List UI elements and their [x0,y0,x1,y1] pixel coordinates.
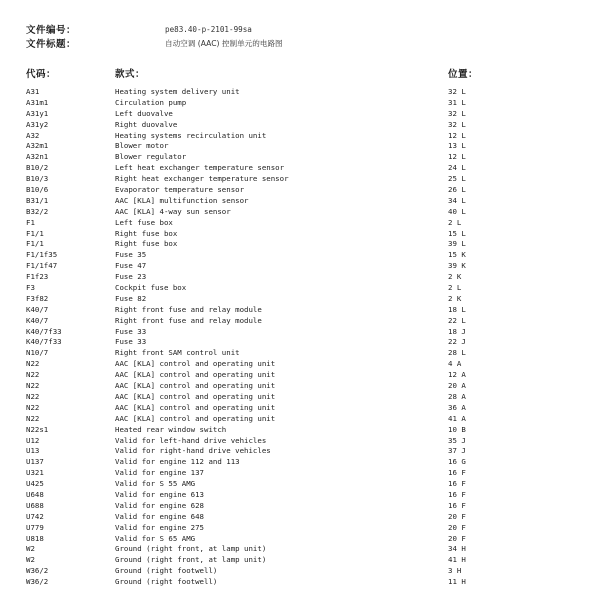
row-position: 11 H [448,577,466,587]
row-code: N22 [26,370,40,380]
row-code: B31/1 [26,195,49,205]
row-position: 22 L [448,315,466,325]
table-row [26,479,586,490]
row-code: N10/7 [26,348,49,358]
row-code: U742 [26,511,44,521]
row-position: 2 L [448,217,462,227]
row-description: Fuse 35 [115,250,147,260]
row-description: Evaporator temperature sensor [115,185,245,195]
row-description: Valid for right-hand drive vehicles [115,446,271,456]
row-code: K40/7 [26,304,49,314]
table-row [26,512,586,523]
document-number-row [26,22,566,36]
row-description: Ground (right front, at lamp unit) [115,555,267,565]
column-header-code: 代码： [26,69,57,80]
row-position: 39 K [448,261,466,271]
table-row [26,337,586,348]
row-position: 16 G [448,457,466,467]
table-row [26,425,586,436]
table-row [26,196,586,207]
row-description: Cockpit fuse box [115,283,187,293]
row-position: 3 H [448,566,462,576]
row-code: B10/6 [26,185,49,195]
table-row [26,294,586,305]
row-position: 31 L [448,97,466,107]
row-description: Fuse 23 [115,272,147,282]
table-row [26,392,586,403]
row-code: U13 [26,446,40,456]
row-description: Valid for S 65 AMG [115,533,196,543]
row-code: U648 [26,489,44,499]
table-row [26,370,586,381]
table-row [26,218,586,229]
row-description: Right duovalve [115,119,178,129]
row-position: 15 L [448,228,466,238]
row-code: N22 [26,402,40,412]
row-position: 2 K [448,293,462,303]
table-row [26,457,586,468]
row-code: N22 [26,413,40,423]
row-position: 15 K [448,250,466,260]
row-code: U688 [26,500,44,510]
row-code: F1/1f35 [26,250,58,260]
table-row [26,261,586,272]
row-position: 18 L [448,304,466,314]
row-position: 28 A [448,391,466,401]
row-code: W36/2 [26,577,49,587]
table-row [26,185,586,196]
row-description: Fuse 47 [115,261,147,271]
table-row [26,534,586,545]
row-description: AAC [KLA] control and operating unit [115,370,276,380]
table-row [26,490,586,501]
row-code: U321 [26,468,44,478]
row-description: Valid for engine 112 and 113 [115,457,240,467]
row-code: A31m1 [26,97,49,107]
row-position: 13 L [448,141,466,151]
table-row [26,577,586,588]
row-code: N22 [26,359,40,369]
table-row [26,359,586,370]
row-code: N22 [26,391,40,401]
row-description: Fuse 33 [115,337,147,347]
row-position: 20 F [448,511,466,521]
row-position: 20 F [448,522,466,532]
table-row [26,305,586,316]
row-description: AAC [KLA] control and operating unit [115,381,276,391]
row-position: 18 J [448,326,466,336]
row-code: A32n1 [26,152,49,162]
row-position: 10 B [448,424,466,434]
table-row [26,207,586,218]
document-number-value: pe83.40-p-2101-99sa [165,24,252,34]
row-code: K40/7f33 [26,337,62,347]
row-code: F1/1 [26,239,44,249]
table-row [26,239,586,250]
row-position: 34 L [448,195,466,205]
table-header [26,66,586,80]
row-code: U137 [26,457,44,467]
row-position: 16 F [448,479,466,489]
row-code: B32/2 [26,206,49,216]
column-header-position: 位置： [448,69,479,80]
row-description: AAC [KLA] 4-way sun sensor [115,206,231,216]
row-code: K40/7 [26,315,49,325]
row-position: 35 J [448,435,466,445]
row-description: AAC [KLA] control and operating unit [115,359,276,369]
document-number-label: 文件编号： [26,25,77,36]
row-position: 41 A [448,413,466,423]
table-row [26,272,586,283]
table-row [26,414,586,425]
row-code: F1 [26,217,35,227]
table-row [26,381,586,392]
row-description: Heated rear window switch [115,424,227,434]
row-code: U779 [26,522,44,532]
row-description: Ground (right footwell) [115,566,218,576]
row-code: B10/2 [26,163,49,173]
row-description: Right front SAM control unit [115,348,240,358]
table-row [26,327,586,338]
table-row [26,348,586,359]
row-description: Right heat exchanger temperature sensor [115,174,289,184]
row-position: 26 L [448,185,466,195]
row-code: W2 [26,555,35,565]
table-row [26,152,586,163]
table-row [26,109,586,120]
row-description: Fuse 82 [115,293,147,303]
table-row [26,131,586,142]
row-description: Right fuse box [115,239,178,249]
row-code: A31y1 [26,108,49,118]
row-position: 34 H [448,544,466,554]
row-description: Right front fuse and relay module [115,304,262,314]
row-position: 25 L [448,174,466,184]
row-description: Right front fuse and relay module [115,315,262,325]
row-position: 2 L [448,283,462,293]
row-description: Heating system delivery unit [115,87,240,96]
table-row [26,250,586,261]
document-title-row [26,36,566,50]
row-code: A31y2 [26,119,49,129]
row-description: Circulation pump [115,97,187,107]
table-row [26,98,586,109]
document-meta [26,22,566,50]
table-row [26,446,586,457]
row-description: Valid for engine 613 [115,489,204,499]
row-description: Ground (right footwell) [115,577,218,587]
row-description: Heating systems recirculation unit [115,130,267,140]
table-row [26,544,586,555]
row-position: 32 L [448,119,466,129]
table-row [26,174,586,185]
row-position: 22 J [448,337,466,347]
row-code: F1/1 [26,228,44,238]
row-code: F1/1f47 [26,261,58,271]
row-description: Fuse 33 [115,326,147,336]
table-row [26,403,586,414]
row-code: F3f82 [26,293,49,303]
row-position: 37 J [448,446,466,456]
row-description: AAC [KLA] control and operating unit [115,391,276,401]
row-position: 40 L [448,206,466,216]
row-position: 4 A [448,359,462,369]
row-description: AAC [KLA] control and operating unit [115,402,276,412]
row-description: Blower motor [115,141,169,151]
table-row [26,283,586,294]
row-description: Valid for engine 648 [115,511,204,521]
row-position: 20 F [448,533,466,543]
row-code: U425 [26,479,44,489]
row-position: 2 K [448,272,462,282]
row-position: 20 A [448,381,466,391]
row-description: Valid for engine 137 [115,468,204,478]
column-header-description: 款式： [115,69,146,80]
row-code: A31 [26,87,40,96]
row-description: Valid for S 55 AMG [115,479,196,489]
row-code: B10/3 [26,174,49,184]
row-position: 32 L [448,87,466,96]
row-position: 36 A [448,402,466,412]
table-row [26,163,586,174]
component-table [26,87,586,588]
table-row [26,120,586,131]
row-description: Valid for engine 275 [115,522,204,532]
row-code: N22 [26,381,40,391]
row-code: U818 [26,533,44,543]
table-row [26,87,586,98]
row-code: K40/7f33 [26,326,62,336]
row-code: A32m1 [26,141,49,151]
row-position: 12 L [448,152,466,162]
row-description: Right fuse box [115,228,178,238]
table-row [26,501,586,512]
row-description: Ground (right front, at lamp unit) [115,544,267,554]
table-row [26,316,586,327]
row-position: 16 F [448,468,466,478]
table-row [26,141,586,152]
row-code: F3 [26,283,35,293]
row-description: Valid for left-hand drive vehicles [115,435,267,445]
row-code: F1f23 [26,272,49,282]
row-position: 24 L [448,163,466,173]
table-row [26,229,586,240]
row-position: 39 L [448,239,466,249]
row-code: U12 [26,435,40,445]
row-position: 12 L [448,130,466,140]
row-description: Left duovalve [115,108,173,118]
row-code: W2 [26,544,35,554]
row-position: 16 F [448,500,466,510]
row-description: Valid for engine 628 [115,500,204,510]
row-position: 12 A [448,370,466,380]
row-description: AAC [KLA] multifunction sensor [115,195,249,205]
row-position: 16 F [448,489,466,499]
row-description: Blower regulator [115,152,187,162]
table-row [26,566,586,577]
row-position: 41 H [448,555,466,565]
row-position: 28 L [448,348,466,358]
document-title-label: 文件标题： [26,39,77,50]
row-code: W36/2 [26,566,49,576]
row-description: Left fuse box [115,217,173,227]
table-row [26,436,586,447]
row-code: N22s1 [26,424,49,434]
document-title-value: 自动空调 (AAC) 控制单元的电路图 [165,38,283,48]
table-row [26,523,586,534]
row-code: A32 [26,130,40,140]
table-row [26,468,586,479]
row-position: 32 L [448,108,466,118]
table-row [26,555,586,566]
row-description: Left heat exchanger temperature sensor [115,163,285,173]
row-description: AAC [KLA] control and operating unit [115,413,276,423]
